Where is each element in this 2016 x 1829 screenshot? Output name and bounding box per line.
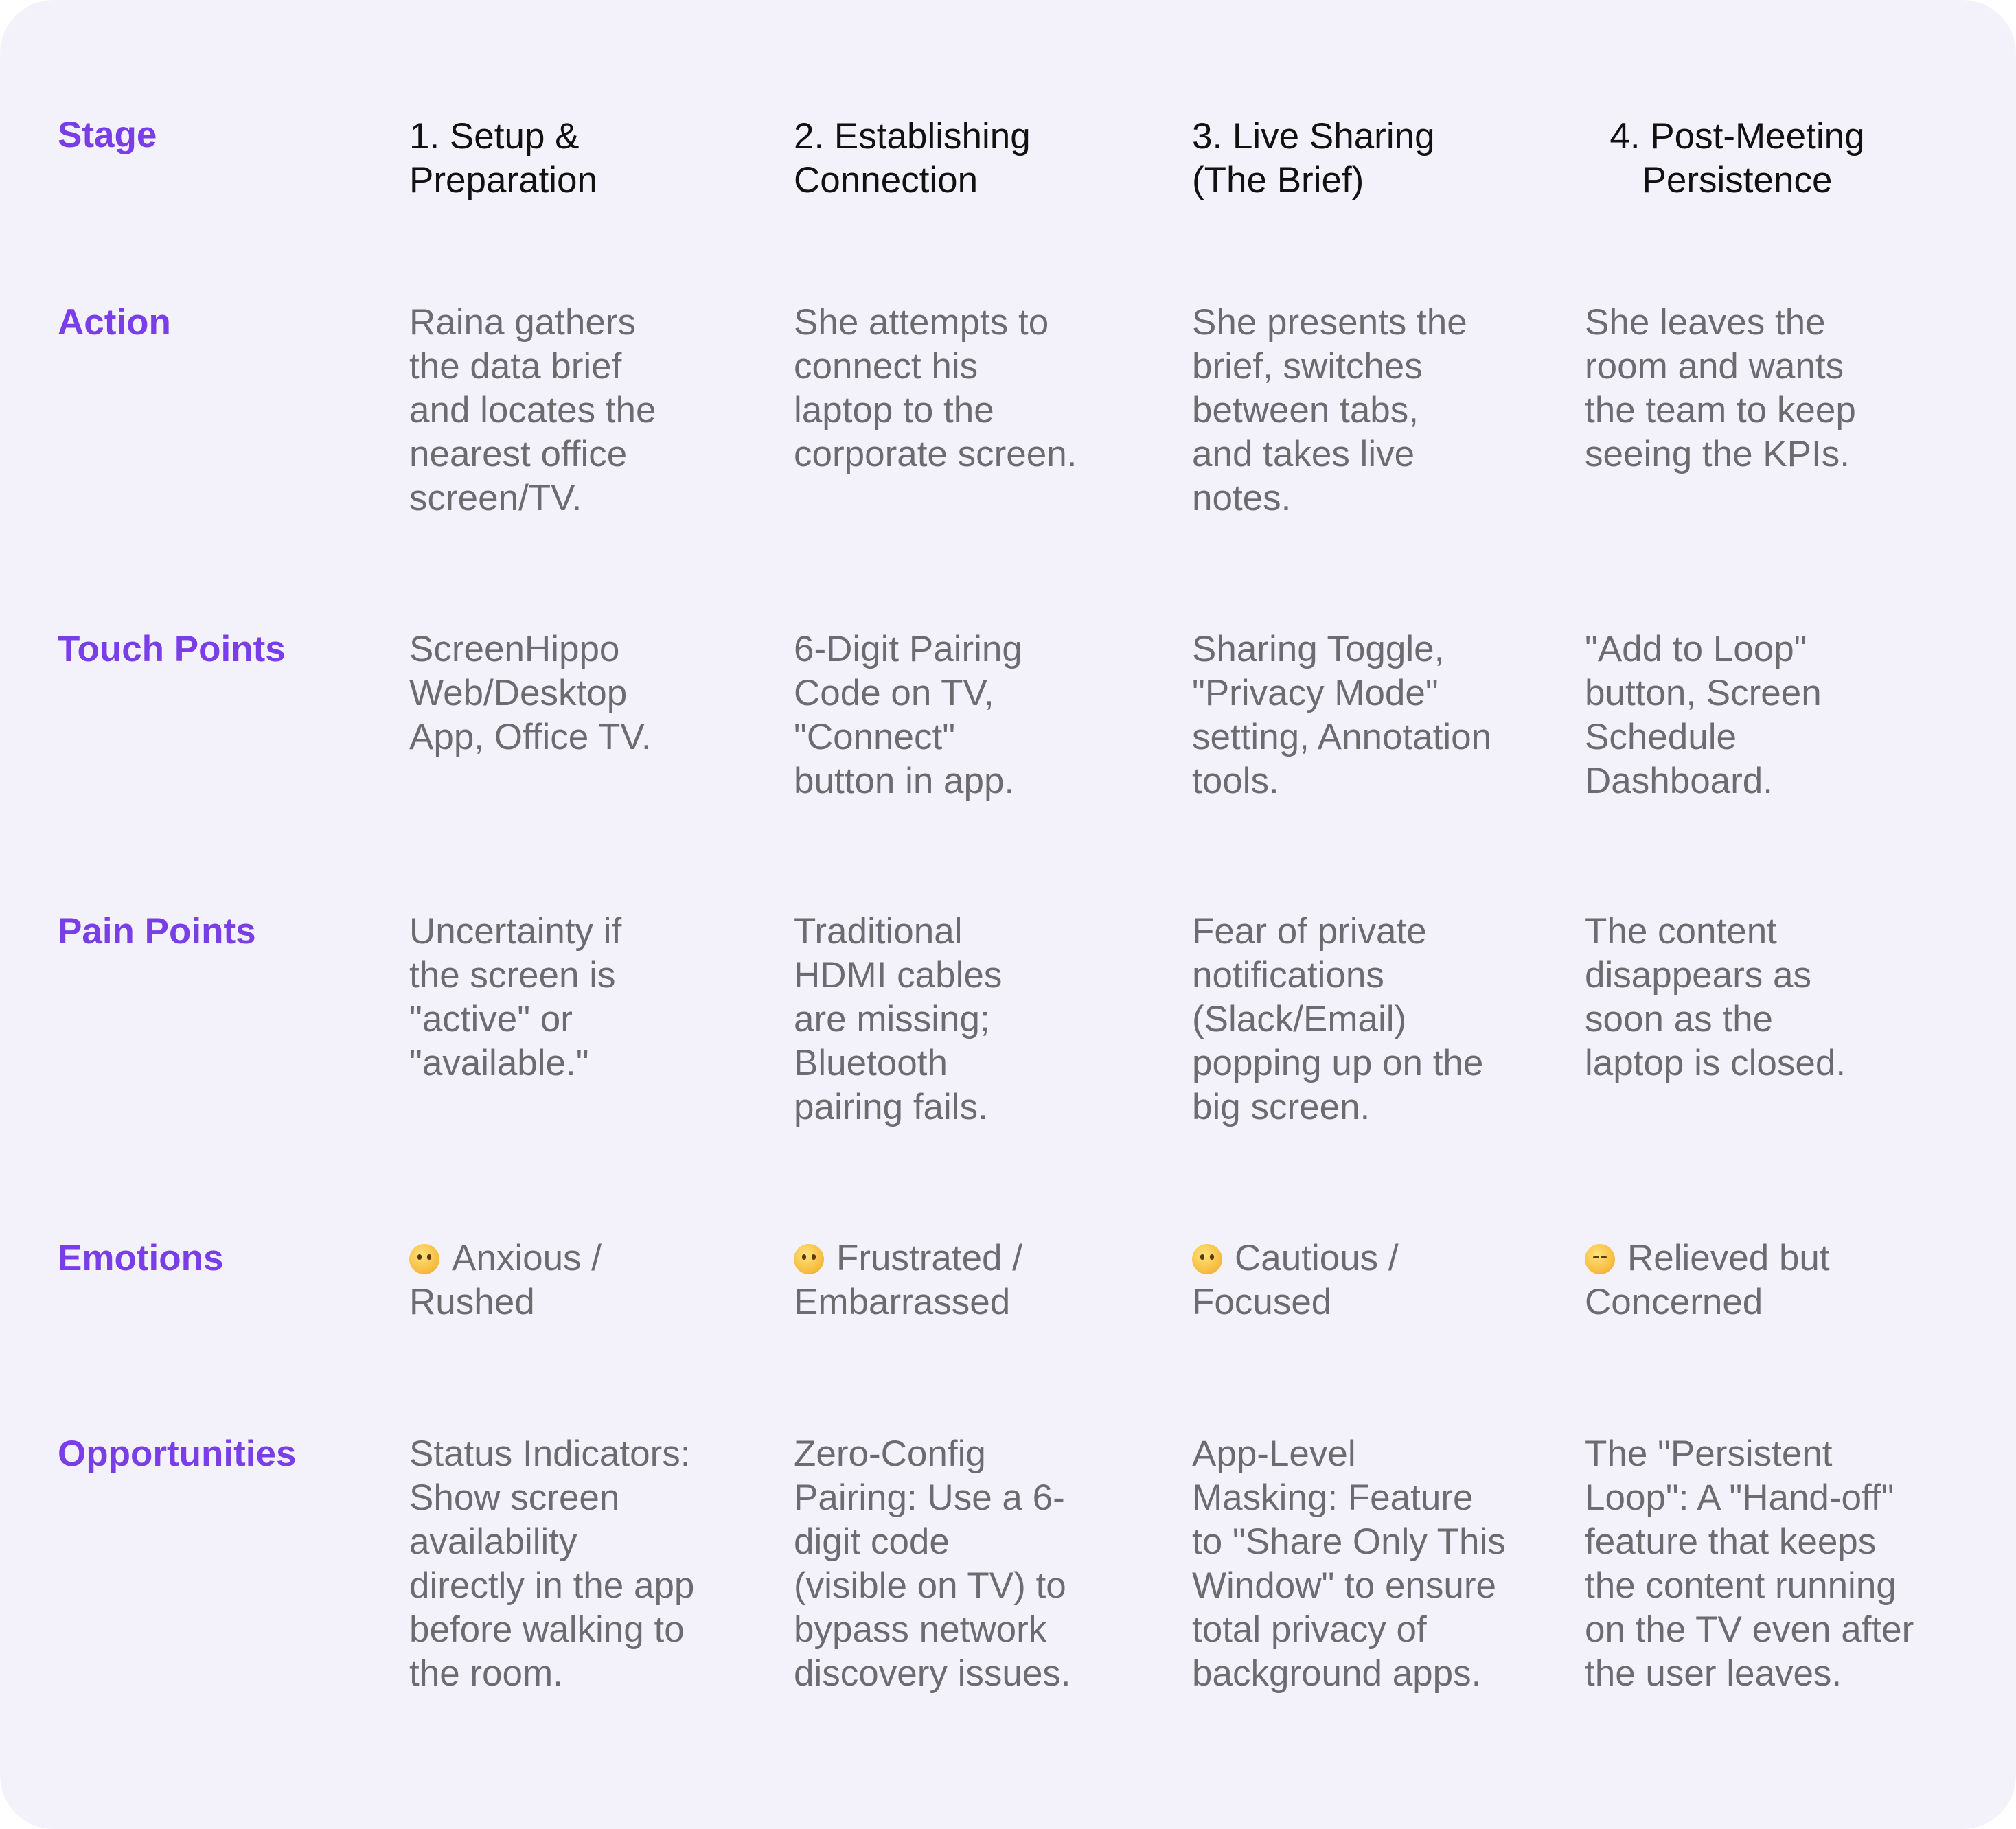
opportunities-cell-2: Zero-Config Pairing: Use a 6- digit code (visible on TV) to bypass network discovery issues. [794,1434,1071,1694]
angry-face-icon [794,1244,824,1274]
emotion-cell-2 [794,1236,1165,1324]
opportunities-cell-4: The "Persistent Loop": A "Hand-off" feature that keeps the content running on the TV even after the user leaves. [1585,1434,1914,1694]
touch-points-cell-4: "Add to Loop" button, Screen Schedule Dashboard. [1585,629,1822,801]
emotion-cell-3 [1192,1236,1563,1324]
anxious-face-icon [409,1244,439,1274]
pain-points-cell-1: Uncertainty if the screen is "active" or "available." [409,911,622,1083]
row-label-opportunities: Opportunities [58,1434,297,1474]
emotion-text-3: Cautious / Focused [1192,1238,1399,1322]
stage-3-header: 3. Live Sharing (The Brief) [1192,116,1435,200]
pain-points-cell-3: Fear of private notifications (Slack/Email) popping up on the big screen. [1192,911,1484,1127]
row-label-action: Action [58,302,171,343]
row-label-touch-points: Touch Points [58,629,286,669]
emotion-text-2: Frustrated / Embarrassed [794,1238,1022,1322]
emotion-cell-4 [1585,1236,1969,1324]
emotion-text-1: Anxious / Rushed [409,1238,602,1322]
row-label-emotions: Emotions [58,1238,224,1278]
row-label-stage: Stage [58,115,157,155]
pain-points-cell-4: The content disappears as soon as the laptop is closed. [1585,911,1846,1083]
emotion-text-4: Relieved but Concerned [1585,1238,1830,1322]
pain-points-cell-2: Traditional HDMI cables are missing; Bluetooth pairing fails. [794,911,1003,1127]
opportunities-cell-3: App-Level Masking: Feature to "Share Only This Window" to ensure total privacy of background apps. [1192,1434,1506,1694]
touch-points-cell-3: Sharing Toggle, "Privacy Mode" setting, Annotation tools. [1192,629,1492,801]
stage-1-header: 1. Setup & Preparation [409,116,598,200]
neutral-face-icon [1192,1244,1222,1274]
opportunities-cell-1: Status Indicators: Show screen availability directly in the app before walking to the room. [409,1434,695,1694]
action-cell-2: She attempts to connect his laptop to the corporate screen. [794,302,1077,474]
touch-points-cell-2: 6-Digit Pairing Code on TV, "Connect" button in app. [794,629,1022,801]
action-cell-4: She leaves the room and wants the team to keep seeing the KPIs. [1585,302,1856,474]
emotion-cell-1 [409,1236,766,1324]
stage-4-header: 4. Post-Meeting Persistence [1610,116,1865,200]
action-cell-1: Raina gathers the data brief and locates the nearest office screen/TV. [409,302,656,518]
action-cell-3: She presents the brief, switches between tabs, and takes live notes. [1192,302,1467,518]
row-label-pain-points: Pain Points [58,911,256,952]
stage-2-header: 2. Establishing Connection [794,116,1031,200]
relieved-face-icon [1585,1244,1615,1274]
touch-points-cell-1: ScreenHippo Web/Desktop App, Office TV. [409,629,652,757]
